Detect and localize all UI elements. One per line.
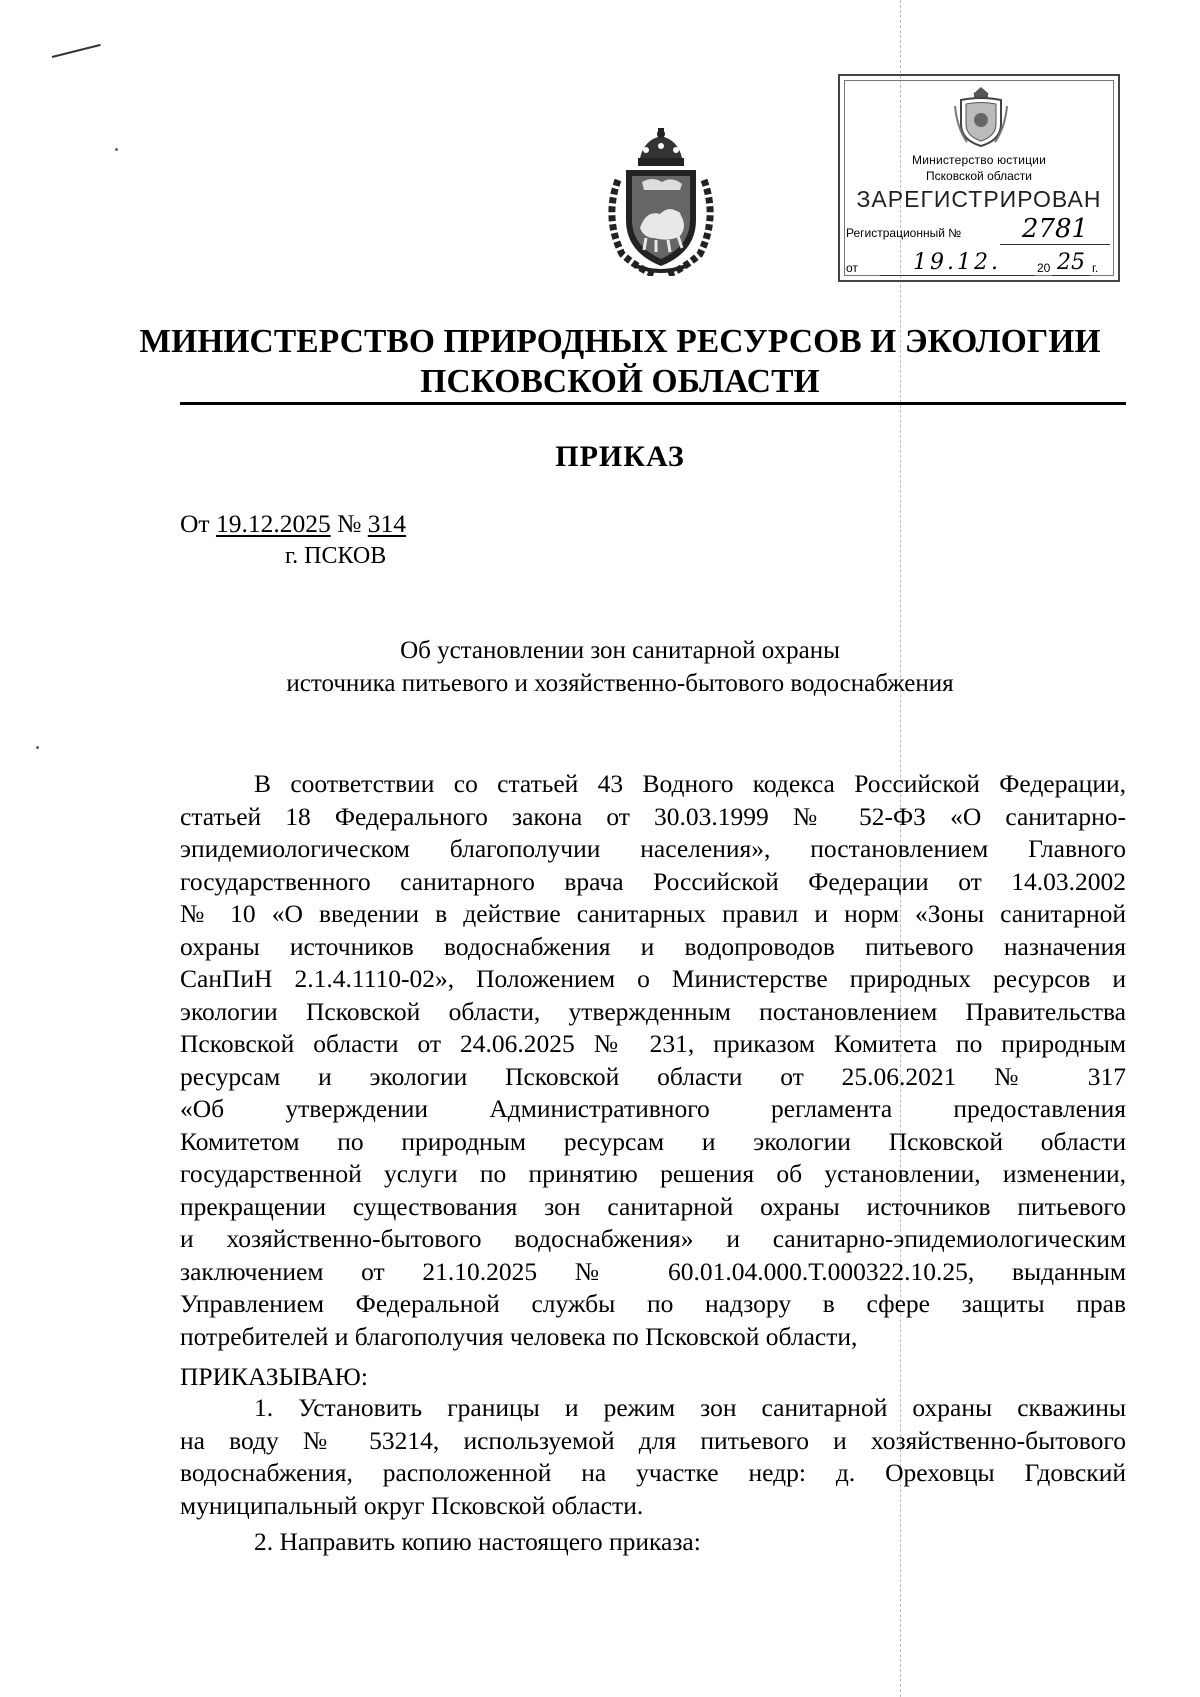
stamp-year-suffix: г. [1092,261,1099,275]
scan-speck [115,148,118,151]
stamp-reg-label: Регистрационный № [846,226,962,240]
stamp-region: Псковской области [926,169,1032,183]
stamp-date: 19.12. [913,250,1001,275]
order-date: 19.12.2025 [215,509,331,538]
order-item-1 [180,1392,1126,1522]
paragraph-line: и хозяйственно-бытового водоснабжения» и санитарно-эпидемиологическим [180,1224,1126,1253]
ministry-title [120,322,1120,402]
paragraph-line: № 10 «О введении в действие санитарных правил и норм «Зоны санитарной [180,899,1126,928]
stamp-year-underline [1052,275,1090,276]
stamp-status: ЗАРЕГИСТРИРОВАН [856,186,1102,212]
paragraph-line: прекращении существования зон санитарной охраны источников питьевого [180,1191,1126,1221]
preamble-paragraph [180,768,1126,1353]
order-item-2: 2. Направить копию настоящего приказа: [254,1527,701,1556]
paragraph-line: заключением от 21.10.2025 № 60.01.04.000.Т.000322.10.25, выданным [180,1256,1126,1286]
item-line: на воду № 53214, используемой для питьевого и хозяйственно-бытового [180,1425,1126,1455]
date-prefix: От [180,509,210,538]
paragraph-line: потребителей и благополучия человека по Псковской области, [180,1321,858,1351]
paragraph-line: Управлением Федеральной службы по надзору в сфере защиты прав [180,1289,1126,1318]
item-line: муниципальный округ Псковской области. [180,1490,644,1520]
paragraph-line: «Об утверждении Административного регламента предоставления [180,1094,1126,1123]
stamp-from-label: от [846,261,858,275]
paragraph-line: государственной услуги по принятию решения об установлении, изменении, [180,1159,1126,1188]
subject-line1: Об установлении зон санитарной охраны [400,637,840,664]
item-line: 1. Установить границы и режим зон санитарной охраны скважины [254,1393,1126,1422]
document-type: ПРИКАЗ [555,440,685,473]
subject-line2: источника питьевого и хозяйственно-бытового водоснабжения [286,670,954,697]
order-number: 314 [367,509,407,538]
order-command: ПРИКАЗЫВАЮ: [180,1362,368,1391]
paragraph-line: государственного санитарного врача Российской Федерации от 14.03.2002 [180,866,1126,896]
paragraph-line: В соответствии со статьей 43 Водного кодекса Российской Федерации, [254,769,1126,798]
scan-speck [36,746,39,749]
paragraph-line: Псковской области от 24.06.2025 № 231, приказом Комитета по природным [180,1029,1126,1058]
registration-stamp [838,74,1120,282]
ministry-title-line2: ПСКОВСКОЙ ОБЛАСТИ [420,363,820,400]
stamp-date-underline [880,275,1035,276]
pen-stroke-mark [52,44,101,58]
stamp-year: 25 [1057,250,1085,275]
stamp-reg-number: 2781 [1021,214,1089,244]
stamp-reg-underline [1000,244,1110,245]
number-sign: № [337,509,362,538]
ministry-title-line1: МИНИСТЕРСТВО ПРИРОДНЫХ РЕСУРСОВ И ЭКОЛОГИИ [139,323,1101,360]
order-city: г. ПСКОВ [285,543,387,569]
item-line: водоснабжения, расположенной на участке недр: д. Ореховцы Гдовский [180,1458,1126,1487]
paragraph-line: охраны источников водоснабжения и водопроводов питьевого назначения [180,931,1126,961]
coat-of-arms-icon [596,128,726,276]
paragraph-line: статьей 18 Федерального закона от 30.03.1999 № 52-ФЗ «О санитарно- [180,801,1126,831]
header-divider [180,402,1126,405]
paragraph-line: экологии Псковской области, утвержденным постановлением Правительства [180,996,1126,1026]
stamp-coat-of-arms-icon [953,84,1009,150]
order-subject [120,634,1120,700]
paragraph-line: СанПиН 2.1.4.1110-02», Положением о Министерстве природных ресурсов и [180,964,1126,993]
order-dateline [180,509,406,539]
paragraph-line: эпидемиологическом благополучии населения», постановлением Главного [180,834,1126,863]
stamp-year-prefix: 20 [1037,261,1051,275]
paragraph-line: ресурсам и экологии Псковской области от 25.06.2021 № 317 [180,1061,1126,1091]
stamp-authority: Министерство юстиции [912,153,1046,167]
paragraph-line: Комитетом по природным ресурсам и экологии Псковской области [180,1126,1126,1156]
